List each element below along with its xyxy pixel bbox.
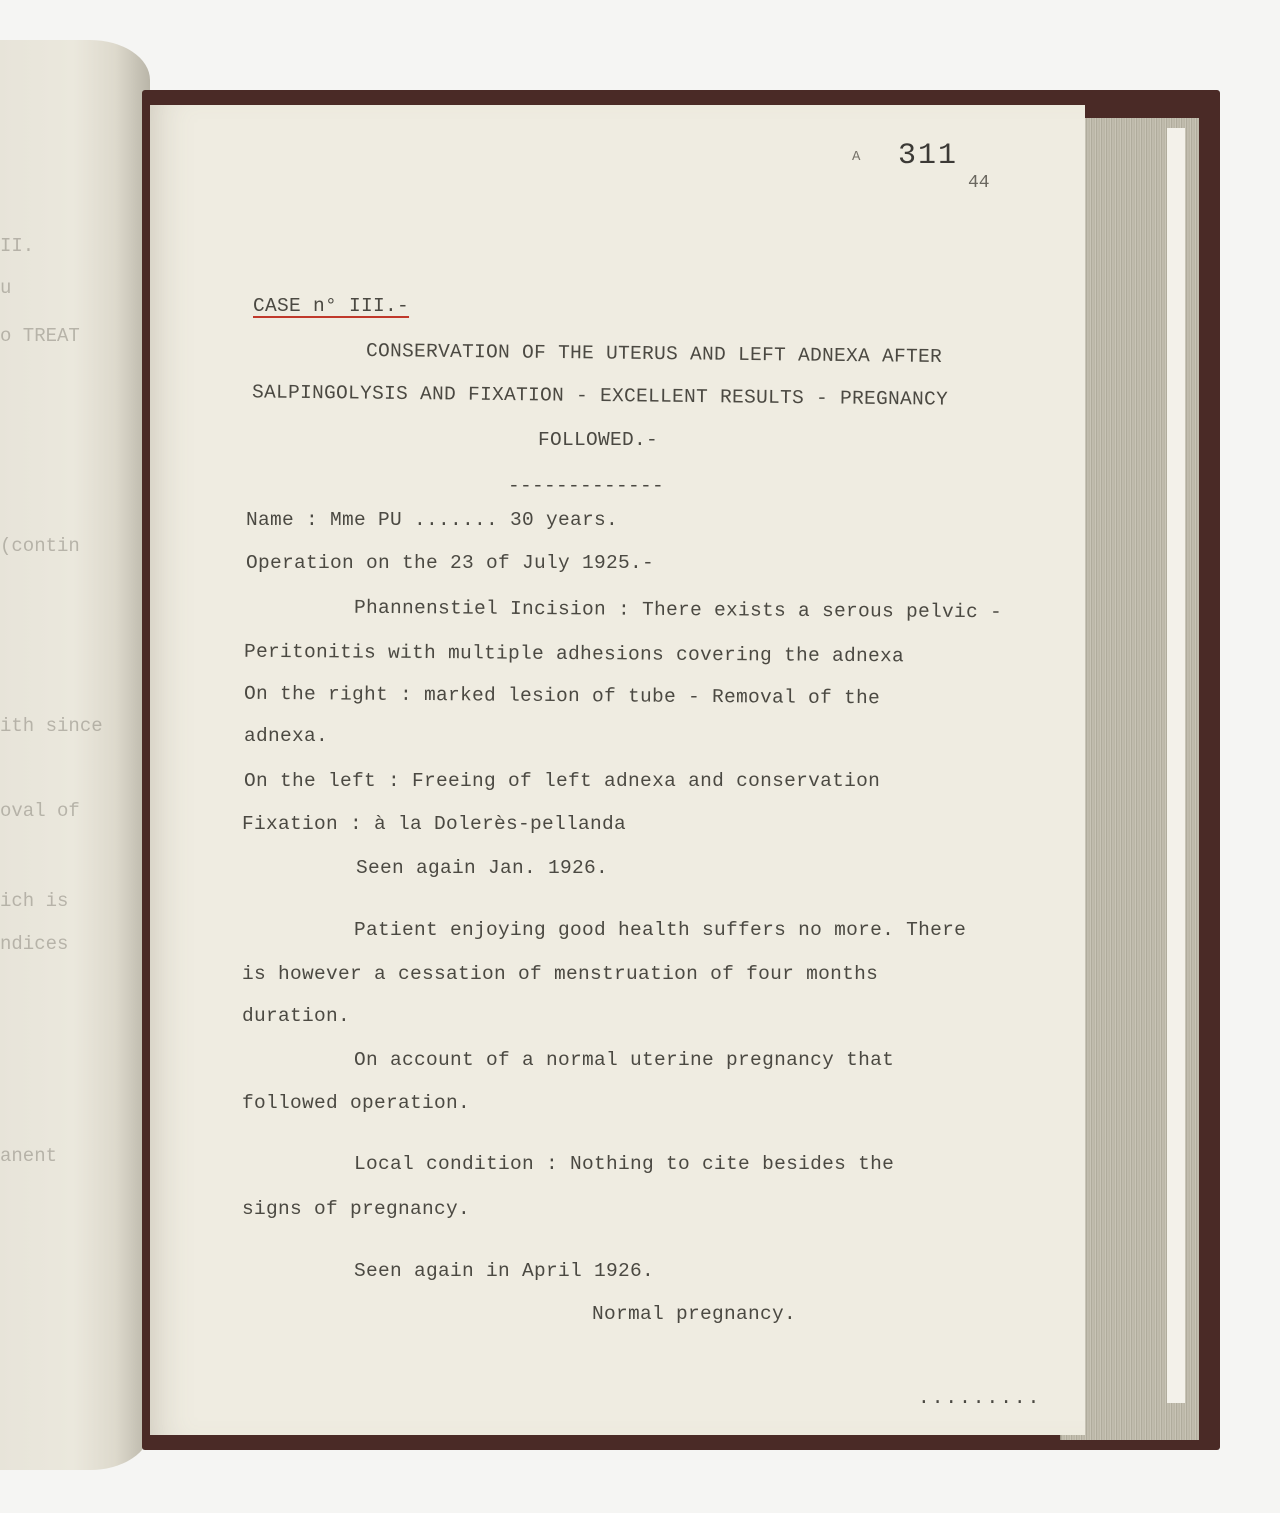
typed-page bbox=[150, 105, 1085, 1435]
previous-page-fragment: anent bbox=[0, 1145, 58, 1167]
previous-page-fragment: u bbox=[0, 277, 12, 299]
previous-page-fragment: ith since bbox=[0, 715, 103, 737]
operation-date-line: Operation on the 23 of July 1925.- bbox=[246, 552, 655, 574]
body-line: Phannenstiel Incision : There exists a serous pelvic - bbox=[353, 596, 1003, 624]
previous-page-fragment: o TREAT bbox=[0, 325, 80, 347]
body-line: Seen again in April 1926. bbox=[354, 1260, 655, 1282]
page-number: 44 bbox=[968, 173, 990, 193]
body-line: Peritonitis with multiple adhesions covering the adnexa bbox=[243, 640, 905, 668]
continuation-dots: ......... bbox=[918, 1387, 1042, 1409]
title-line: CONSERVATION OF THE UTERUS AND LEFT ADNEXA AFTER bbox=[365, 339, 943, 369]
previous-page-fragment: ich is bbox=[0, 890, 69, 912]
body-line: is however a cessation of menstruation of four months bbox=[242, 963, 879, 985]
previous-page-fragment: oval of bbox=[0, 800, 80, 822]
body-line: Fixation : à la Dolerès-pellanda bbox=[242, 813, 627, 835]
body-line: signs of pregnancy. bbox=[242, 1198, 471, 1220]
body-line: Seen again Jan. 1926. bbox=[356, 857, 609, 879]
folio-mark: A bbox=[852, 149, 861, 165]
body-line: On the left : Freeing of left adnexa and conservation bbox=[244, 770, 881, 792]
previous-page-fragment: II. bbox=[0, 235, 35, 257]
previous-page-fragment: ndices bbox=[0, 933, 69, 955]
title-line: SALPINGOLYSIS AND FIXATION - EXCELLENT RESULTS - PREGNANCY bbox=[251, 381, 949, 411]
body-line: On account of a normal uterine pregnancy that bbox=[354, 1049, 895, 1071]
name-line: Name : Mme PU ....... 30 years. bbox=[246, 509, 619, 531]
case-heading: CASE n° III.- bbox=[253, 295, 410, 317]
endpaper-strip bbox=[1167, 128, 1185, 1403]
body-line: On the right : marked lesion of tube - Removal of the bbox=[243, 682, 881, 710]
body-line: adnexa. bbox=[244, 725, 329, 747]
body-line: Normal pregnancy. bbox=[592, 1303, 797, 1325]
title-line: FOLLOWED.- bbox=[538, 429, 659, 451]
separator-line: ------------- bbox=[508, 475, 665, 497]
folio-stamp-number: 311 bbox=[898, 139, 959, 173]
previous-page bbox=[0, 40, 150, 1470]
body-line: duration. bbox=[242, 1005, 351, 1027]
body-line: followed operation. bbox=[242, 1092, 471, 1114]
body-line: Local condition : Nothing to cite besides the bbox=[354, 1153, 895, 1175]
previous-page-fragment: (contin bbox=[0, 535, 80, 557]
body-line: Patient enjoying good health suffers no more. There bbox=[354, 919, 967, 941]
